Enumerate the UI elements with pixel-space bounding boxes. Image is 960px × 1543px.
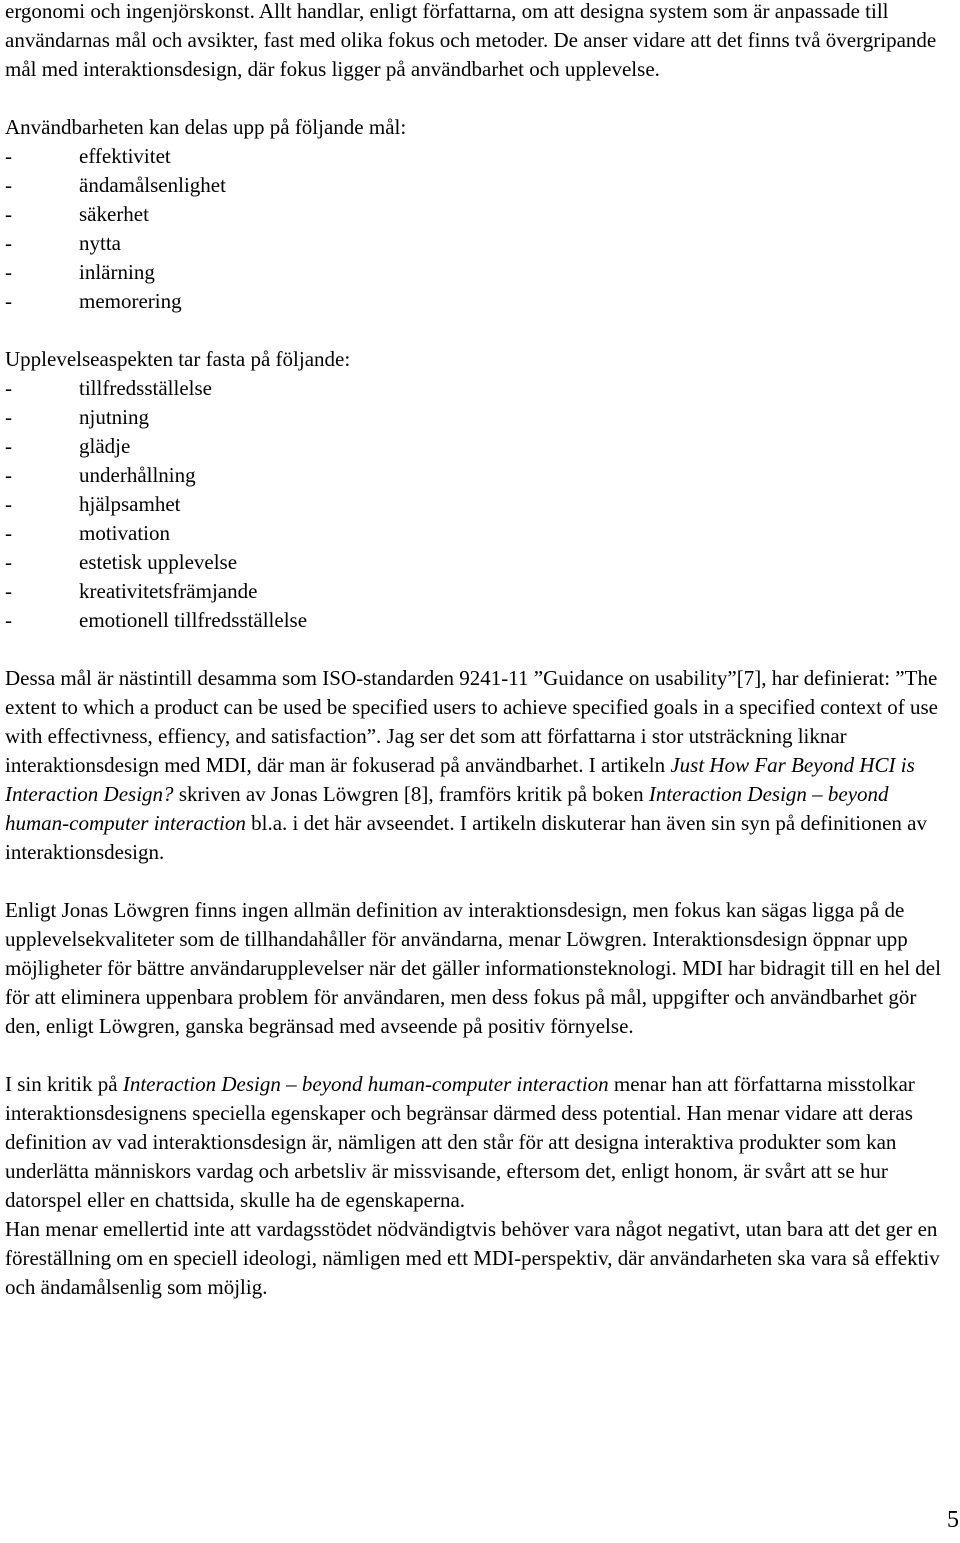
dash-marker: - — [5, 202, 12, 226]
dash-marker: - — [5, 173, 12, 197]
page-number: 5 — [947, 1507, 959, 1533]
dash-marker: - — [5, 579, 12, 603]
usability-goal-item — [0, 287, 956, 316]
dash-marker: - — [5, 550, 12, 574]
usability-goal-item-label: inlärning — [79, 260, 155, 284]
experience-goal-item — [0, 374, 956, 403]
dash-marker: - — [5, 260, 12, 284]
usability-goal-item-label: ändamålsenlighet — [79, 173, 226, 197]
experience-goals-list — [0, 374, 956, 635]
usability-goal-item — [0, 200, 956, 229]
experience-goal-item-label: emotionell tillfredsställelse — [79, 608, 308, 632]
dash-marker: - — [5, 463, 12, 487]
usability-goal-item — [0, 258, 956, 287]
text-run: I sin kritik på — [5, 1072, 123, 1096]
book-title: Interaction Design – beyond human-computer interaction — [122, 1072, 609, 1096]
spacer — [0, 867, 956, 896]
experience-goal-item — [0, 403, 956, 432]
dash-marker: - — [5, 144, 12, 168]
critique-paragraph — [0, 1070, 956, 1215]
experience-goal-item-label: hjälpsamhet — [79, 492, 181, 516]
usability-goal-item — [0, 171, 956, 200]
intro-paragraph: ergonomi och ingenjörskonst. Allt handlar, enligt författarna, om att designa system som är anpassade till användarnas mål och avsikter, fast med olika fokus och metoder. De anser vidare att det finns två övergripande mål med interaktionsdesign, där fokus ligger på användbarhet och upplevelse. — [5, 0, 937, 81]
book-title: Interaction Design – beyond human-computer interaction — [5, 782, 889, 835]
lowgren-paragraph: Enligt Jonas Löwgren finns ingen allmän definition av interaktionsdesign, men fokus kan sägas ligga på de upplevelsekvaliteter som de tillhandahåller för användarna, menar Löwgren. Interaktionsdesign öppnar upp möjligheter för bättre användarupplevelser när det gäller informationsteknologi. MDI har bidragit till en hel del för att eliminera uppenbara problem för användaren, men dess fokus på mål, uppgifter och användbarhet gör den, enligt Löwgren, ganska begränsad med avseende på positiv förnyelse. — [5, 898, 941, 1038]
iso-paragraph — [0, 664, 956, 867]
spacer — [0, 84, 956, 113]
experience-goal-item — [0, 577, 956, 606]
usability-goal-item-label: memorering — [79, 289, 182, 313]
experience-goal-item-label: underhållning — [79, 463, 196, 487]
usability-goal-item — [0, 142, 956, 171]
experience-goal-item — [0, 548, 956, 577]
usability-heading: Användbarheten kan delas upp på följande mål: — [5, 115, 407, 139]
article-title: Just How Far Beyond HCI is Interaction Design? — [5, 753, 915, 806]
dash-marker: - — [5, 376, 12, 400]
usability-goal-item-label: nytta — [79, 231, 121, 255]
experience-goal-item — [0, 606, 956, 635]
text-run: bl.a. i det här avseendet. I artikeln diskuterar han även sin syn på definitionen av interaktionsdesign. — [5, 811, 927, 864]
usability-goal-item — [0, 229, 956, 258]
text-run: skriven av Jonas Löwgren [8], framförs kritik på boken — [173, 782, 649, 806]
dash-marker: - — [5, 492, 12, 516]
experience-goal-item-label: tillfredsställelse — [79, 376, 212, 400]
experience-goal-item — [0, 432, 956, 461]
dash-marker: - — [5, 405, 12, 429]
experience-goal-item-label: estetisk upplevelse — [79, 550, 238, 574]
experience-goal-item-label: kreativitetsfrämjande — [79, 579, 258, 603]
experience-goal-item — [0, 519, 956, 548]
spacer — [0, 316, 956, 345]
dash-marker: - — [5, 231, 12, 255]
usability-goal-item-label: säkerhet — [79, 202, 149, 226]
closing-paragraph: Han menar emellertid inte att vardagsstödet nödvändigtvis behöver vara något negativt, utan bara att det ger en föreställning om en speciell ideologi, nämligen med ett MDI-perspektiv, där användarheten ska vara så effektiv och ändamålsenlig som möjlig. — [5, 1217, 940, 1299]
experience-goal-item-label: glädje — [79, 434, 131, 458]
usability-goal-item-label: effektivitet — [79, 144, 171, 168]
text-run: menar han att författarna misstolkar interaktionsdesignens speciella egenskaper och begränsar därmed dess potential. Han menar vidare att deras definition av vad interaktionsdesign är, nämligen att den står för att designa interaktiva produkter som kan underlätta människors vardag och arbetsliv är missvisande, eftersom det, enligt honom, är svårt att se hur datorspel eller en chattsida, skulle ha de egenskaperna. — [5, 1072, 915, 1212]
spacer — [0, 1041, 956, 1070]
dash-marker: - — [5, 608, 12, 632]
experience-goal-item-label: njutning — [79, 405, 150, 429]
usability-goals-list — [0, 142, 956, 316]
experience-goal-item-label: motivation — [79, 521, 170, 545]
dash-marker: - — [5, 521, 12, 545]
dash-marker: - — [5, 289, 12, 313]
experience-heading: Upplevelseaspekten tar fasta på följande: — [5, 347, 351, 371]
spacer — [0, 635, 956, 664]
dash-marker: - — [5, 434, 12, 458]
experience-goal-item — [0, 490, 956, 519]
experience-goal-item — [0, 461, 956, 490]
text-run: Dessa mål är nästintill desamma som ISO-standarden 9241-11 ”Guidance on usability”[7], har definierat: ”The extent to which a product can be used be specified users to achieve specified goals in a specified context of use with effectivness, effiency, and satisfaction”. Jag ser det som att författarna i stor utsträckning liknar interaktionsdesign med MDI, där man är fokuserad på användbarhet. I artikeln — [5, 666, 938, 777]
